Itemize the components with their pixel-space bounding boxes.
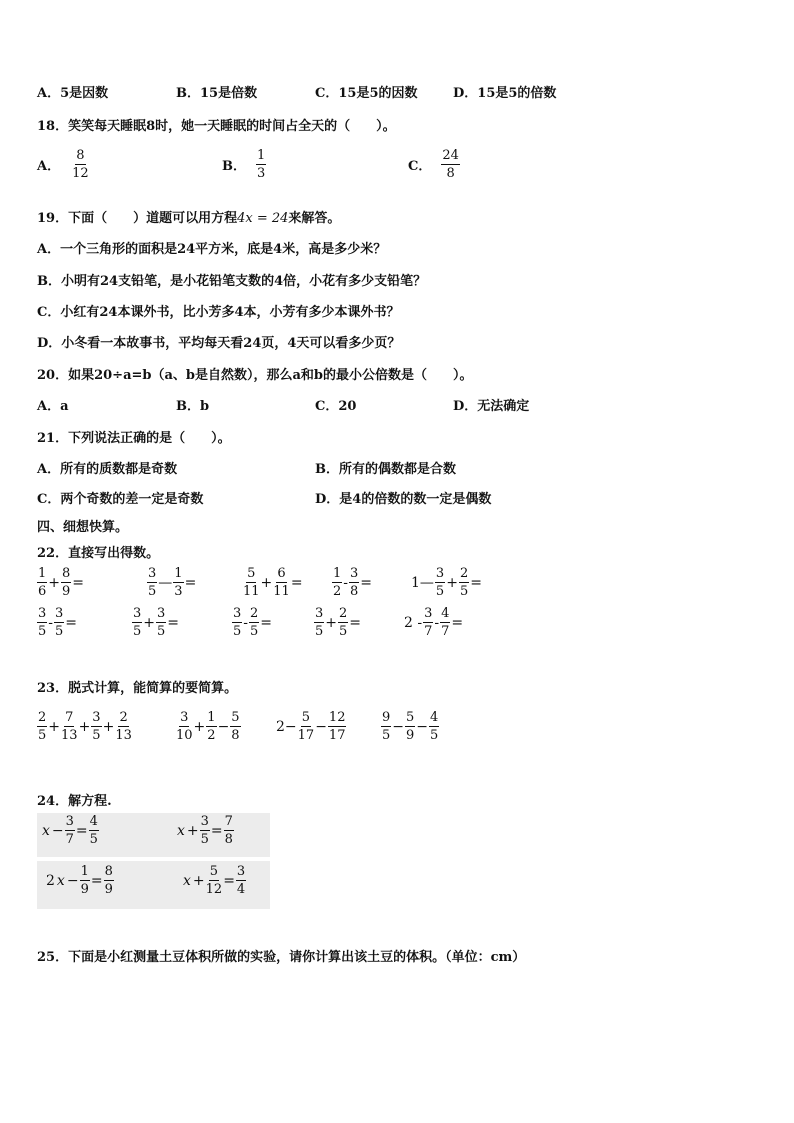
numerator: 8 <box>104 864 113 879</box>
q18-option-a-fraction <box>72 149 89 180</box>
q24-stem: 24．解方程. <box>37 794 112 809</box>
denominator: 3 <box>257 166 266 181</box>
q17-option-a: A．5是因数 <box>37 86 109 101</box>
denominator: 5 <box>38 728 47 743</box>
fraction <box>224 815 234 846</box>
fraction <box>298 711 315 742</box>
fraction <box>147 567 157 598</box>
fraction <box>440 607 450 638</box>
numerator: 3 <box>38 606 47 621</box>
numerator: 3 <box>350 566 359 581</box>
fraction <box>314 607 324 638</box>
numerator: 1 <box>333 566 342 581</box>
operator: + <box>102 718 115 735</box>
operator: = <box>184 574 197 591</box>
q17-option-d: D．15是5的倍数 <box>453 86 557 101</box>
operator: - <box>434 614 440 631</box>
numerator: 7 <box>65 710 74 725</box>
math-expression <box>147 567 197 598</box>
q21-stem: 21．下列说法正确的是（ ）。 <box>37 431 231 446</box>
denominator: 7 <box>441 624 450 639</box>
denominator: 5 <box>315 624 324 639</box>
q19-stem-post: 来解答。 <box>288 211 341 226</box>
variable: x <box>177 822 185 839</box>
math-expression <box>182 865 246 896</box>
denominator: 17 <box>297 728 315 743</box>
q17-option-b: B．15是倍数 <box>176 86 258 101</box>
operator: = <box>65 614 78 631</box>
math-expression <box>332 567 373 598</box>
operator: = <box>223 872 235 889</box>
fraction <box>273 567 290 598</box>
numerator: 3 <box>233 606 242 621</box>
math-expression <box>410 567 483 598</box>
denominator: 7 <box>65 832 74 847</box>
numerator: 3 <box>315 606 324 621</box>
q18-option-c <box>408 149 460 180</box>
fraction <box>80 865 90 896</box>
numerator: 3 <box>92 710 101 725</box>
fraction <box>173 567 183 598</box>
operator: + <box>186 822 199 839</box>
operator: − <box>416 718 429 735</box>
fraction <box>381 711 391 742</box>
operator: = <box>167 614 180 631</box>
operator: 2 - <box>404 614 423 631</box>
numerator: 7 <box>224 814 233 829</box>
numerator: 3 <box>157 606 166 621</box>
operator: = <box>290 574 303 591</box>
operator: + <box>325 614 338 631</box>
q18-option-a-label: A． <box>37 159 61 174</box>
numerator: 2 <box>119 710 128 725</box>
numerator: 4 <box>441 606 450 621</box>
numerator: 1 <box>207 710 216 725</box>
math-expression <box>37 567 85 598</box>
numerator: 12 <box>328 710 346 725</box>
denominator: 5 <box>250 624 259 639</box>
q23-stem: 23．脱式计算，能简算的要简算。 <box>37 681 238 696</box>
denominator: 10 <box>176 728 193 743</box>
fraction <box>37 711 47 742</box>
section-heading: 四、细想快算。 <box>37 520 129 535</box>
variable: x <box>42 822 50 839</box>
numerator: 4 <box>89 814 98 829</box>
numerator: 5 <box>406 710 415 725</box>
operator: = <box>360 574 373 591</box>
q22-stem: 22．直接写出得数。 <box>37 546 160 561</box>
numerator: 3 <box>236 864 246 879</box>
operator: − <box>51 822 64 839</box>
q19-option-d: D．小冬看一本故事书，平均每天看24页，4天可以看多少页？ <box>37 336 401 351</box>
numerator: 3 <box>133 606 142 621</box>
operator: — <box>158 574 173 591</box>
fraction <box>200 815 210 846</box>
numerator: 3 <box>180 710 189 725</box>
operator: = <box>349 614 362 631</box>
denominator: 13 <box>115 728 132 743</box>
denominator: 5 <box>133 624 142 639</box>
q18-option-a <box>37 149 89 180</box>
q20-option-c: C．20 <box>315 399 357 414</box>
q20-stem: 20．如果20÷a=b（a、b是自然数），那么a和b的最小公倍数是（ ）。 <box>37 368 473 383</box>
math-expression <box>381 711 439 742</box>
numerator: 3 <box>65 814 74 829</box>
q17-option-c: C．15是5的因数 <box>315 86 418 101</box>
q20-option-d: D．无法确定 <box>453 399 530 414</box>
q19-equation: 4x = 24 <box>237 211 289 226</box>
math-expression <box>37 711 132 742</box>
q18-option-b-label: B． <box>222 159 246 174</box>
operator: = <box>210 822 223 839</box>
denominator: 2 <box>333 584 342 599</box>
operator: = <box>451 614 464 631</box>
fraction <box>89 815 99 846</box>
operator: = <box>470 574 482 591</box>
operator: + <box>143 614 156 631</box>
operator: + <box>192 872 205 889</box>
denominator: 9 <box>406 728 415 743</box>
q25-stem: 25．下面是小红测量土豆体积所做的实验，请你计算出该土豆的体积。（单位：cm） <box>37 950 526 965</box>
fraction <box>459 567 469 598</box>
denominator: 9 <box>104 882 113 897</box>
fraction <box>37 567 47 598</box>
math-expression <box>232 607 273 638</box>
operator: + <box>78 718 91 735</box>
fraction <box>156 607 166 638</box>
operator: 2− <box>276 718 297 735</box>
operator: 1— <box>411 574 434 591</box>
q18-option-c-fraction <box>441 149 460 180</box>
numerator: 2 <box>250 606 259 621</box>
fraction <box>37 607 47 638</box>
denominator: 5 <box>382 728 391 743</box>
math-expression <box>41 815 99 846</box>
fraction <box>65 815 75 846</box>
numerator: 2 <box>459 566 469 581</box>
fraction <box>206 865 223 896</box>
denominator: 4 <box>236 882 246 897</box>
fraction <box>435 567 445 598</box>
q18-option-b <box>222 149 266 180</box>
denominator: 17 <box>328 728 346 743</box>
denominator: 9 <box>62 584 71 599</box>
denominator: 8 <box>224 832 233 847</box>
denominator: 5 <box>148 584 157 599</box>
fraction <box>429 711 439 742</box>
operator: + <box>446 574 458 591</box>
math-expression <box>132 607 180 638</box>
operator: − <box>66 872 79 889</box>
operator: = <box>72 574 85 591</box>
operator: − <box>217 718 230 735</box>
fraction <box>104 865 114 896</box>
denominator: 5 <box>233 624 242 639</box>
denominator: 12 <box>205 882 223 897</box>
fraction <box>206 711 216 742</box>
q19-stem-pre: 19．下面（ ）道题可以用方程 <box>37 211 238 226</box>
operator: 2 <box>46 872 55 889</box>
numerator: 2 <box>339 606 348 621</box>
operator: - <box>343 574 349 591</box>
q18-option-b-fraction <box>256 149 266 180</box>
math-expression <box>243 567 304 598</box>
q21-option-a: A．所有的质数都是奇数 <box>37 462 178 477</box>
numerator: 1 <box>174 566 183 581</box>
q19-option-c: C．小红有24本课外书，比小芳多4本，小芳有多少本课外书？ <box>37 305 400 320</box>
q21-option-c: C．两个奇数的差一定是奇数 <box>37 492 204 507</box>
numerator: 6 <box>277 566 286 581</box>
numerator: 1 <box>80 864 89 879</box>
operator: + <box>260 574 273 591</box>
q19-stem <box>37 207 340 226</box>
numerator: 1 <box>38 566 47 581</box>
operator: + <box>48 718 61 735</box>
denominator: 5 <box>459 584 469 599</box>
numerator: 5 <box>247 566 256 581</box>
numerator: 4 <box>430 710 439 725</box>
denominator: 7 <box>424 624 433 639</box>
fraction <box>232 607 242 638</box>
variable: x <box>183 872 191 889</box>
denominator: 3 <box>174 584 183 599</box>
operator: − <box>315 718 327 735</box>
denominator: 6 <box>38 584 47 599</box>
denominator: 13 <box>61 728 78 743</box>
q21-option-b: B．所有的偶数都是合数 <box>315 462 456 477</box>
fraction <box>332 567 342 598</box>
q20-option-b: B．b <box>176 399 210 414</box>
denominator: 5 <box>157 624 166 639</box>
denominator: 11 <box>273 584 290 599</box>
numerator: 3 <box>200 814 209 829</box>
denominator: 8 <box>446 166 455 181</box>
fraction <box>54 607 64 638</box>
denominator: 2 <box>207 728 216 743</box>
numerator: 1 <box>257 148 266 163</box>
fraction <box>230 711 240 742</box>
numerator: 8 <box>76 148 85 163</box>
denominator: 5 <box>89 832 98 847</box>
fraction <box>115 711 132 742</box>
math-expression <box>403 607 464 638</box>
denominator: 5 <box>38 624 47 639</box>
numerator: 8 <box>62 566 71 581</box>
math-expression <box>45 865 114 896</box>
operator: + <box>193 718 206 735</box>
fraction <box>243 567 260 598</box>
denominator: 5 <box>200 832 209 847</box>
numerator: 24 <box>442 148 459 163</box>
operator: = <box>260 614 273 631</box>
fraction <box>423 607 433 638</box>
numerator: 9 <box>382 710 391 725</box>
denominator: 8 <box>350 584 359 599</box>
numerator: 3 <box>148 566 157 581</box>
numerator: 5 <box>231 710 240 725</box>
operator: − <box>392 718 405 735</box>
math-expression <box>176 815 234 846</box>
denominator: 9 <box>80 882 89 897</box>
numerator: 5 <box>209 864 219 879</box>
numerator: 2 <box>38 710 47 725</box>
operator: + <box>48 574 61 591</box>
fraction <box>349 567 359 598</box>
q19-option-b: B．小明有24支铅笔，是小花铅笔支数的4倍，小花有多少支铅笔？ <box>37 274 427 289</box>
fraction <box>91 711 101 742</box>
q18-stem: 18．笑笑每天睡眠8时，她一天睡眠的时间占全天的（ ）。 <box>37 119 396 134</box>
fraction <box>338 607 348 638</box>
q20-option-a: A．a <box>37 399 69 414</box>
denominator: 5 <box>92 728 101 743</box>
operator: - <box>243 614 249 631</box>
fraction <box>328 711 347 742</box>
numerator: 3 <box>435 566 445 581</box>
denominator: 5 <box>430 728 439 743</box>
fraction <box>236 865 246 896</box>
denominator: 5 <box>435 584 445 599</box>
numerator: 3 <box>55 606 64 621</box>
fraction <box>176 711 193 742</box>
operator: - <box>48 614 54 631</box>
fraction <box>405 711 415 742</box>
math-expression <box>275 711 346 742</box>
fraction <box>249 607 259 638</box>
q21-option-d: D．是4的倍数的数一定是偶数 <box>315 492 492 507</box>
math-expression <box>314 607 362 638</box>
operator: = <box>90 872 103 889</box>
variable: x <box>56 872 65 889</box>
operator: = <box>75 822 88 839</box>
q19-option-a: A．一个三角形的面积是24平方米，底是4米，高是多少米？ <box>37 242 387 257</box>
denominator: 8 <box>231 728 240 743</box>
denominator: 11 <box>243 584 260 599</box>
q18-option-c-label: C． <box>408 159 432 174</box>
numerator: 3 <box>424 606 433 621</box>
fraction <box>61 567 71 598</box>
math-expression <box>37 607 78 638</box>
denominator: 12 <box>72 166 89 181</box>
fraction <box>61 711 78 742</box>
numerator: 5 <box>301 710 311 725</box>
math-expression <box>176 711 241 742</box>
denominator: 5 <box>55 624 64 639</box>
fraction <box>132 607 142 638</box>
denominator: 5 <box>339 624 348 639</box>
